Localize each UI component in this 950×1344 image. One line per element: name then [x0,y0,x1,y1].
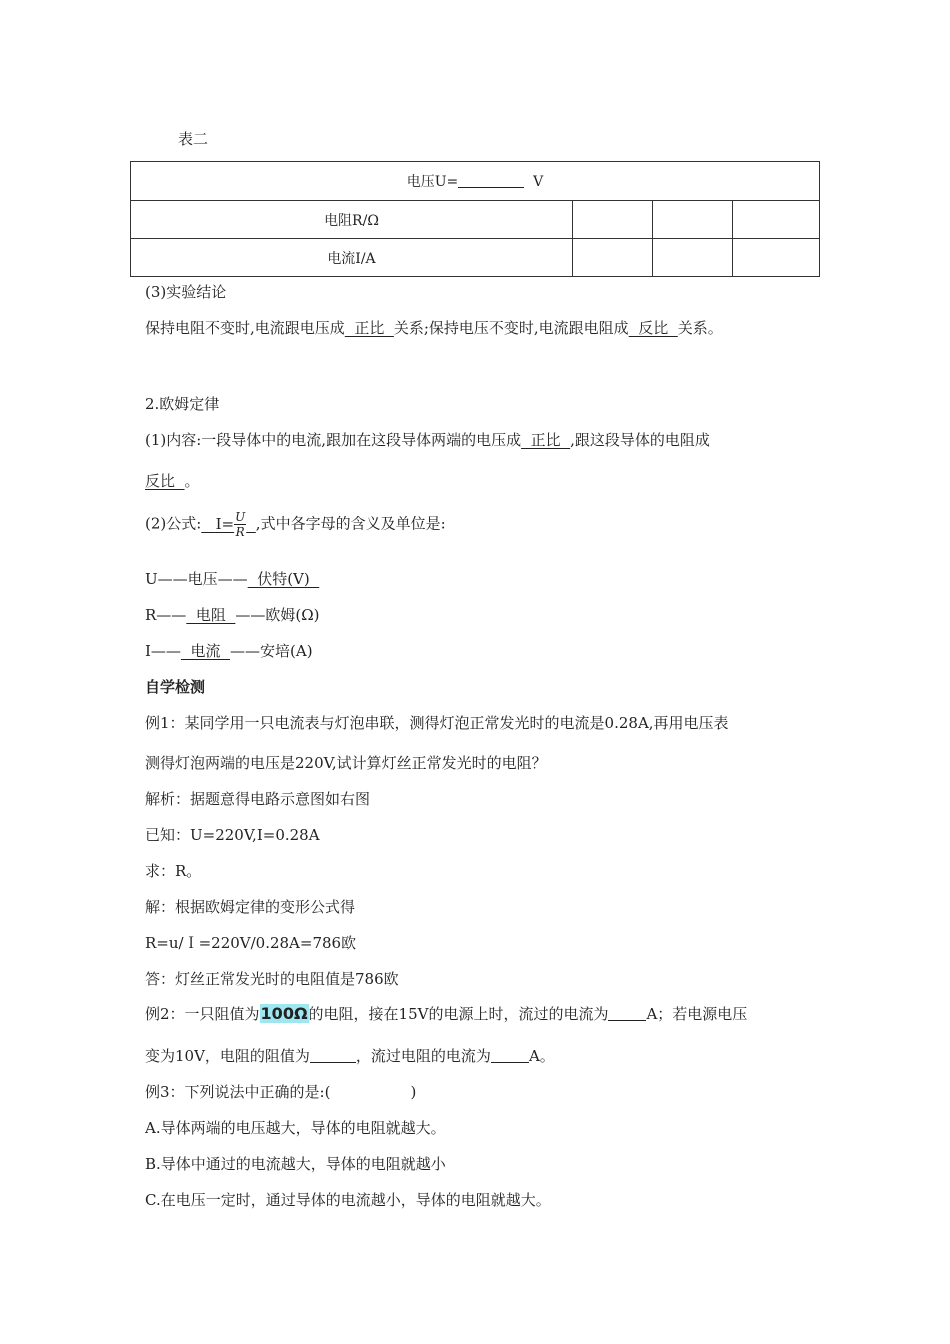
resistance-cell-1[interactable] [573,201,653,239]
ohm-content-prefix: (1)内容:一段导体中的电流,跟加在这段导体两端的电压成 [145,431,522,449]
resistance-row-label: 电阻R/Ω [131,201,573,239]
u-prefix: U——电压—— [145,570,248,588]
ohm-heading: 2.欧姆定律 [145,395,220,413]
i-prefix: I—— [145,642,181,660]
example2-line2 [145,1045,555,1066]
calc-line: R=u/Ｉ=220V/0.28A=786欧 [145,934,357,952]
example2-part-a: 例2：一只阻值为 [145,1005,260,1023]
formula-lhs: I= [215,514,235,533]
conclusion-heading: (3)实验结论 [145,283,227,301]
example2-line2-c: A。 [528,1047,555,1065]
example3-close-paren: ) [410,1083,417,1101]
table-title: 表二 [178,130,209,148]
example2-part-c: A；若电源电压 [646,1005,748,1023]
option-b: B.导体中通过的电流越大，导体的电阻就越小 [145,1155,446,1173]
ohm-answer-proportional: 正比 [521,431,571,449]
analysis-line: 解析：据题意得电路示意图如右图 [145,790,371,808]
i-meaning-line [145,640,313,661]
current-cell-2[interactable] [653,239,733,277]
solve-line: 解：根据欧姆定律的变形公式得 [145,898,356,916]
formula-denominator: R [235,525,245,539]
current-cell-3[interactable] [733,239,820,277]
voltage-header-unit: V [533,174,544,190]
conclusion-part-3: 关系。 [677,319,723,337]
r-suffix: ——欧姆(Ω) [235,606,320,624]
ohm-content-end: 。 [184,472,200,490]
ohm-content-line1 [145,429,710,450]
ohm-content-line2 [145,470,200,491]
answer-line: 答：灯丝正常发光时的电阻值是786欧 [145,970,399,988]
resistance-cell-3[interactable] [733,201,820,239]
example3-question: 例3：下列说法中正确的是:( [145,1083,331,1101]
r-prefix: R—— [145,606,187,624]
current-row-label: 电流I/A [131,239,573,277]
formula-line [145,510,446,539]
u-meaning-line [145,568,319,589]
conclusion-part-2: 关系;保持电压不变时,电流跟电阻成 [393,319,629,337]
example1-line1: 例1：某同学用一只电流表与灯泡串联，测得灯泡正常发光时的电流是0.28A,再用电压表 [145,714,729,732]
current-blank-2[interactable] [491,1048,529,1063]
ohm-content-mid: ,跟这段导体的电阻成 [570,431,710,449]
conclusion-text [145,317,723,338]
formula-fraction [234,510,246,539]
formula-suffix: ,式中各字母的含义及单位是: [255,514,446,533]
conclusion-answer-1: 正比 [344,319,394,337]
formula-prefix: (2)公式: [145,514,202,533]
conclusion-answer-2: 反比 [628,319,678,337]
voltage-header-cell [131,162,820,201]
example2-line2-b: ，流过电阻的电流为 [355,1047,491,1065]
formula-numerator: U [235,510,246,524]
u-answer: 伏特(V) [247,570,320,588]
example2-part-b: 的电阻，接在15V的电源上时，流过的电流为 [308,1005,609,1023]
formula-answer [201,510,255,539]
r-meaning-line [145,604,320,625]
highlighted-resistance: 100Ω [260,1004,308,1023]
current-cell-1[interactable] [573,239,653,277]
resistance-blank[interactable] [310,1048,356,1063]
ask-line: 求：R。 [145,862,202,880]
current-blank-1[interactable] [608,1006,646,1021]
voltage-blank[interactable] [458,173,524,188]
ohm-answer-inverse: 反比 [145,472,185,490]
selftest-heading: 自学检测 [145,678,206,696]
example1-line2: 测得灯泡两端的电压是220V,试计算灯丝正常发光时的电阻？ [145,754,547,772]
known-line: 已知：U=220V,I=0.28A [145,826,320,844]
i-suffix: ——安培(A) [230,642,313,660]
conclusion-part-1: 保持电阻不变时,电流跟电压成 [145,319,345,337]
i-answer: 电流 [180,642,231,660]
example2-line2-a: 变为10V，电阻的阻值为 [145,1047,310,1065]
example3-line [145,1081,416,1102]
option-a: A.导体两端的电压越大，导体的电阻就越大。 [145,1119,446,1137]
r-answer: 电阻 [186,606,236,624]
example2-line1 [145,1003,747,1024]
option-c: C.在电压一定时，通过导体的电流越小，导体的电阻就越大。 [145,1191,551,1209]
resistance-cell-2[interactable] [653,201,733,239]
voltage-header-prefix: 电压U= [406,174,459,190]
data-table-2 [130,161,820,277]
